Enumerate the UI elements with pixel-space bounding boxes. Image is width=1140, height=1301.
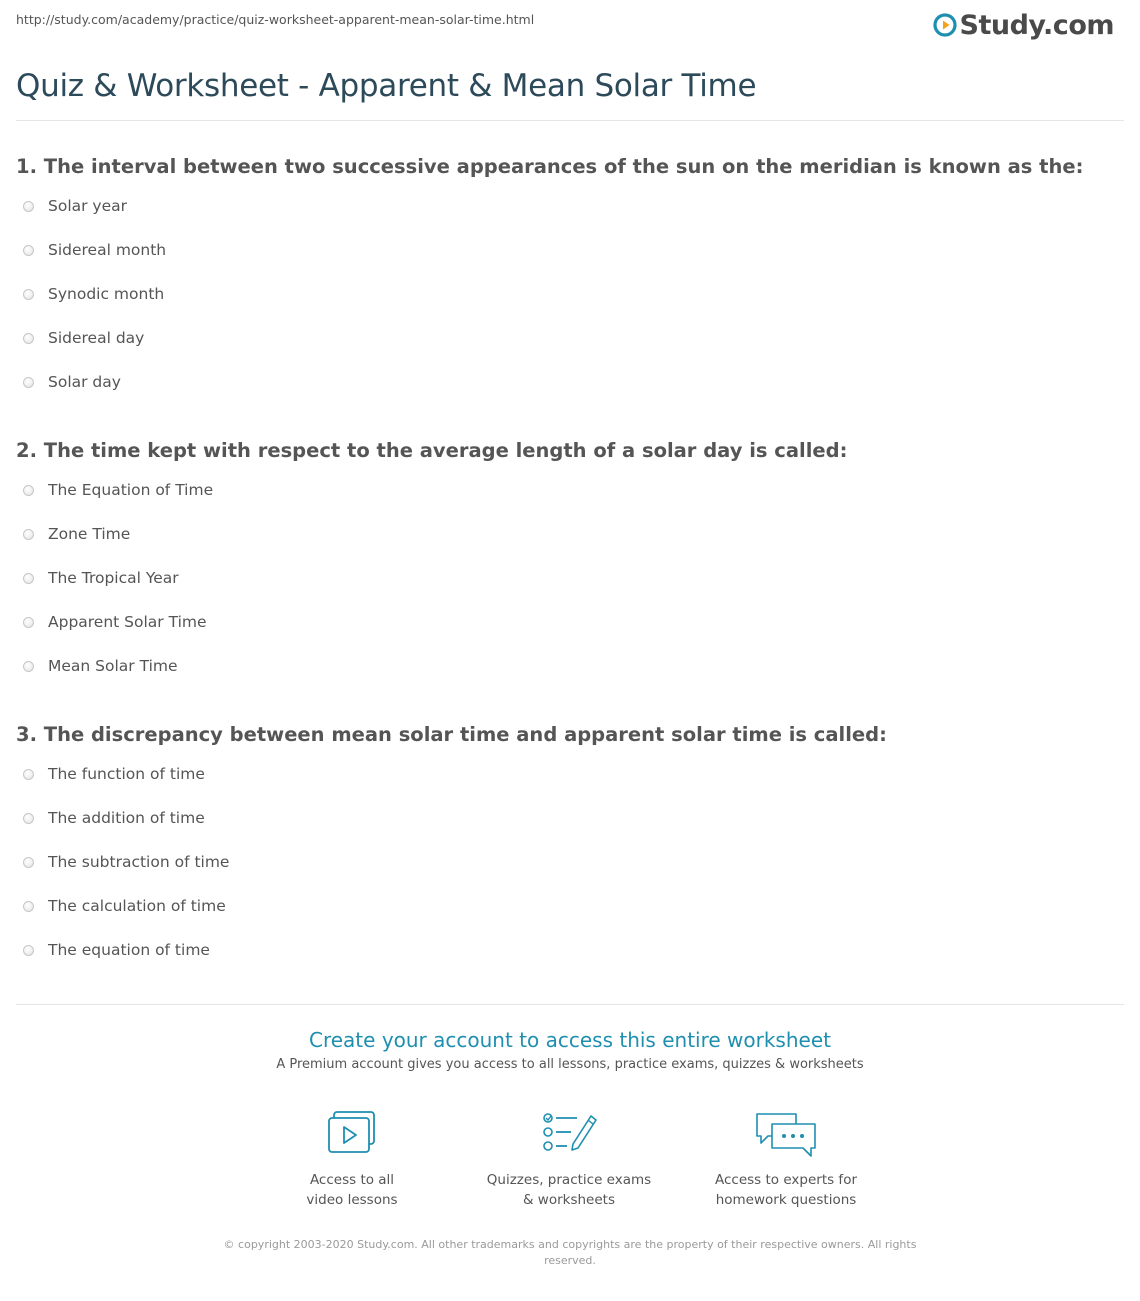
question-1 [16, 154, 1124, 391]
answer-list [23, 752, 229, 972]
answer-list [23, 184, 166, 404]
feature-label-line: video lessons [306, 1192, 398, 1208]
answer-label: The subtraction of time [48, 853, 230, 871]
radio-button-icon[interactable] [23, 289, 34, 300]
answer-option[interactable] [23, 272, 166, 316]
question-text: 2. The time kept with respect to the average length of a solar day is called: [16, 439, 848, 462]
radio-button-icon[interactable] [23, 573, 34, 584]
answer-label: The calculation of time [48, 897, 226, 915]
radio-button-icon[interactable] [23, 901, 34, 912]
feature-label-line: & worksheets [522, 1192, 615, 1208]
question-text: 3. The discrepancy between mean solar time and apparent solar time is called: [16, 723, 887, 746]
radio-button-icon[interactable] [23, 377, 34, 388]
answer-label: Solar day [48, 373, 121, 391]
copyright-notice: © copyright 2003-2020 Study.com. All other trademarks and copyrights are the property of their respective owners. All rights reserved. [223, 1238, 917, 1267]
logo-text: Study.com [959, 9, 1114, 41]
page-url: http://study.com/academy/practice/quiz-worksheet-apparent-mean-solar-time.html [16, 12, 535, 27]
answer-option[interactable] [23, 468, 213, 512]
premium-description: A Premium account gives you access to all lessons, practice exams, quizzes & worksheets [276, 1057, 864, 1072]
answer-label: Solar year [48, 197, 128, 215]
radio-button-icon[interactable] [23, 769, 34, 780]
radio-button-icon[interactable] [23, 333, 34, 344]
feature-label-line: Quizzes, practice exams [486, 1172, 652, 1188]
feature-label-line: Access to experts for [714, 1172, 857, 1188]
answer-option[interactable] [23, 184, 166, 228]
answer-option[interactable] [23, 840, 229, 884]
question-3 [16, 722, 1124, 959]
section-divider [16, 1004, 1124, 1005]
answer-option[interactable] [23, 228, 166, 272]
feature-label-line: Access to all [309, 1172, 395, 1188]
quiz-checklist-icon [537, 1110, 601, 1158]
answer-label: Synodic month [48, 285, 165, 303]
radio-button-icon[interactable] [23, 245, 34, 256]
answer-option[interactable] [23, 796, 229, 840]
answer-option[interactable] [23, 884, 229, 928]
answer-label: Zone Time [48, 525, 131, 543]
answer-option[interactable] [23, 360, 166, 404]
feature-experts [686, 1110, 886, 1210]
radio-button-icon[interactable] [23, 945, 34, 956]
question-text: 1. The interval between two successive appearances of the sun on the meridian is known as the: [16, 155, 1084, 178]
answer-label: Apparent Solar Time [48, 613, 207, 631]
radio-button-icon[interactable] [23, 617, 34, 628]
question-2 [16, 438, 1124, 675]
page-header [0, 0, 1140, 50]
answer-list [23, 468, 213, 688]
create-account-link[interactable]: Create your account to access this entire worksheet [309, 1028, 831, 1052]
study-logo[interactable] [933, 8, 1114, 42]
answer-option[interactable] [23, 600, 213, 644]
feature-label-line: homework questions [715, 1192, 857, 1208]
play-logo-icon [933, 13, 957, 37]
answer-option[interactable] [23, 644, 213, 688]
answer-option[interactable] [23, 752, 229, 796]
chat-bubbles-icon [754, 1110, 818, 1158]
answer-label: Sidereal day [48, 329, 145, 347]
answer-label: The equation of time [48, 941, 210, 959]
answer-option[interactable] [23, 316, 166, 360]
radio-button-icon[interactable] [23, 529, 34, 540]
radio-button-icon[interactable] [23, 661, 34, 672]
radio-button-icon[interactable] [23, 485, 34, 496]
answer-label: The Tropical Year [48, 569, 179, 587]
radio-button-icon[interactable] [23, 201, 34, 212]
radio-button-icon[interactable] [23, 813, 34, 824]
answer-label: The addition of time [48, 809, 205, 827]
answer-label: The function of time [48, 765, 205, 783]
feature-quizzes [469, 1110, 669, 1210]
feature-video-lessons [252, 1110, 452, 1210]
video-lessons-icon [320, 1110, 384, 1158]
title-divider [16, 120, 1124, 121]
answer-label: Sidereal month [48, 241, 167, 259]
answer-option[interactable] [23, 928, 229, 972]
radio-button-icon[interactable] [23, 857, 34, 868]
answer-label: Mean Solar Time [48, 657, 178, 675]
page-title: Quiz & Worksheet - Apparent & Mean Solar Time [16, 68, 757, 104]
answer-option[interactable] [23, 556, 213, 600]
answer-label: The Equation of Time [48, 481, 214, 499]
answer-option[interactable] [23, 512, 213, 556]
